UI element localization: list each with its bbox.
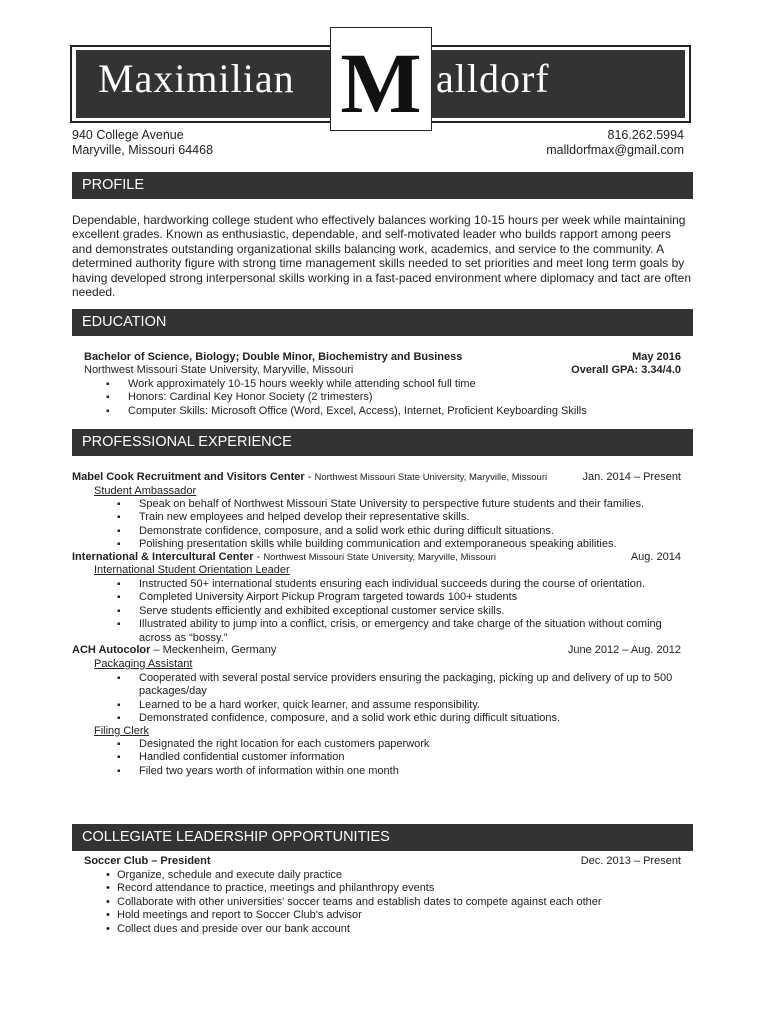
leadership-heading: COLLEGIATE LEADERSHIP OPPORTUNITIES	[82, 829, 390, 845]
employer-location: Northwest Missouri State University, Maryville, Missouri	[314, 472, 548, 483]
list-item: ▪ Cooperated with several postal service providers ensuring the packaging, picking up and delivery of up to 500	[139, 672, 672, 685]
job-role: Filing Clerk	[94, 725, 150, 737]
list-item: • Collaborate with other universities' soccer teams and establish dates to compete against each other	[117, 896, 602, 909]
list-item: ▪ Demonstrate confidence, composure, and a solid work ethic during difficult situations.	[139, 525, 644, 538]
list-item: • Hold meetings and report to Soccer Club's advisor	[117, 909, 602, 922]
list-item: ▪ Demonstrated confidence, composure, and a solid work ethic during difficult situations.	[139, 712, 672, 725]
list-item: ▪ Filed two years worth of information within one month	[139, 765, 429, 778]
profile-summary: Dependable, hardworking college student who effectively balances working 10-15 hours per week while maintaining excellent grades. Known as enthusiastic, dependable, and self-motivated leader who builds rapport among peers and demonstrates outstanding organizational skills balancing work, academics, and service to the community. A determined authority figure with strong time management skills needed to set priorities and meet long term goals by having developed strong interpersonal skills working in a fast-paced environment where diplomacy and tact are often needed.	[72, 213, 692, 300]
list-item: • Record attendance to practice, meetings and philanthropy events	[117, 882, 602, 895]
job-duties-list	[139, 578, 662, 645]
gpa: Overall GPA: 3.34/4.0	[571, 364, 681, 376]
employer-name: International & Intercultural Center	[72, 551, 254, 563]
list-item: ▪ Work approximately 10-15 hours weekly while attending school full time	[128, 378, 587, 391]
job-date: June 2012 – Aug. 2012	[567, 644, 681, 656]
education-list	[128, 378, 587, 418]
leadership-list	[117, 869, 602, 936]
job-heading	[72, 644, 276, 658]
job-role: Student Ambassador	[94, 485, 197, 497]
list-item: ▪ Instructed 50+ international students ensuring each individual succeeds during the course of orientation.	[139, 578, 662, 591]
city-address: Maryville, Missouri 64468	[72, 143, 214, 157]
job-duties-list	[139, 672, 672, 726]
list-item: • Collect dues and preside over our bank account	[117, 923, 602, 936]
list-item: ▪ Computer Skills: Microsoft Office (Word, Excel, Access), Internet, Proficient Keyboarding Skills	[128, 405, 587, 418]
leadership-date: Dec. 2013 – Present	[580, 855, 681, 867]
school-name: Northwest Missouri State University, Maryville, Missouri	[84, 364, 354, 376]
phone-number: 816.262.5994	[607, 128, 684, 142]
list-item: ▪ Speak on behalf of Northwest Missouri State University to perspective future students and their families.	[139, 498, 644, 511]
job-date: Jan. 2014 – Present	[582, 471, 681, 483]
last-name: alldorf	[436, 56, 550, 101]
experience-heading: PROFESSIONAL EXPERIENCE	[82, 434, 292, 450]
employer-name: Mabel Cook Recruitment and Visitors Center	[72, 471, 305, 483]
list-item: • Organize, schedule and execute daily practice	[117, 869, 602, 882]
employer-name: ACH Autocolor	[72, 644, 151, 656]
separator: -	[304, 471, 315, 483]
first-name: Maximilian	[98, 56, 295, 101]
email-address: malldorfmax@gmail.com	[546, 143, 684, 157]
list-item: ▪ Designated the right location for each customers paperwork	[139, 738, 429, 751]
list-item-continuation: packages/day	[139, 685, 207, 698]
list-item-continuation: across as “bossy.”	[139, 631, 228, 644]
job-duties-list	[139, 498, 644, 552]
list-item: ▪ Learned to be a hard worker, quick learner, and assume responsibility.	[139, 699, 672, 712]
job-date: Aug. 2014	[630, 551, 681, 563]
separator: -	[253, 551, 264, 563]
profile-heading: PROFILE	[82, 177, 145, 193]
list-item: ▪ Illustrated ability to jump into a conflict, crisis, or emergency and take charge of the situation without coming	[139, 618, 662, 631]
monogram-letter: M	[340, 35, 422, 131]
job-heading	[72, 471, 547, 485]
employer-location: – Meckenheim, Germany	[150, 644, 277, 656]
leadership-title: Soccer Club – President	[84, 855, 211, 867]
list-item: ▪ Train new employees and helped develop their representative skills.	[139, 511, 644, 524]
street-address: 940 College Avenue	[72, 128, 184, 142]
job-duties-list	[139, 738, 429, 778]
profile-header-bar	[72, 172, 693, 199]
list-item: ▪ Handled confidential customer information	[139, 751, 429, 764]
list-item: ▪ Honors: Cardinal Key Honor Society (2 trimesters)	[128, 391, 587, 404]
list-item: ▪ Serve students efficiently and exhibited exceptional customer service skills.	[139, 605, 662, 618]
degree-date: May 2016	[632, 351, 681, 363]
job-heading	[72, 551, 496, 565]
list-item: ▪ Completed University Airport Pickup Program targeted towards 100+ students	[139, 591, 662, 604]
education-heading: EDUCATION	[82, 314, 167, 330]
degree-title: Bachelor of Science, Biology; Double Minor, Biochemistry and Business	[84, 351, 463, 363]
job-role: Packaging Assistant	[94, 658, 193, 670]
job-role: International Student Orientation Leader	[94, 564, 290, 576]
list-item: ▪ Polishing presentation skills while building communication and extemporaneous speaking abilities.	[139, 538, 644, 551]
employer-location: Northwest Missouri State University, Maryville, Missouri	[263, 552, 496, 563]
